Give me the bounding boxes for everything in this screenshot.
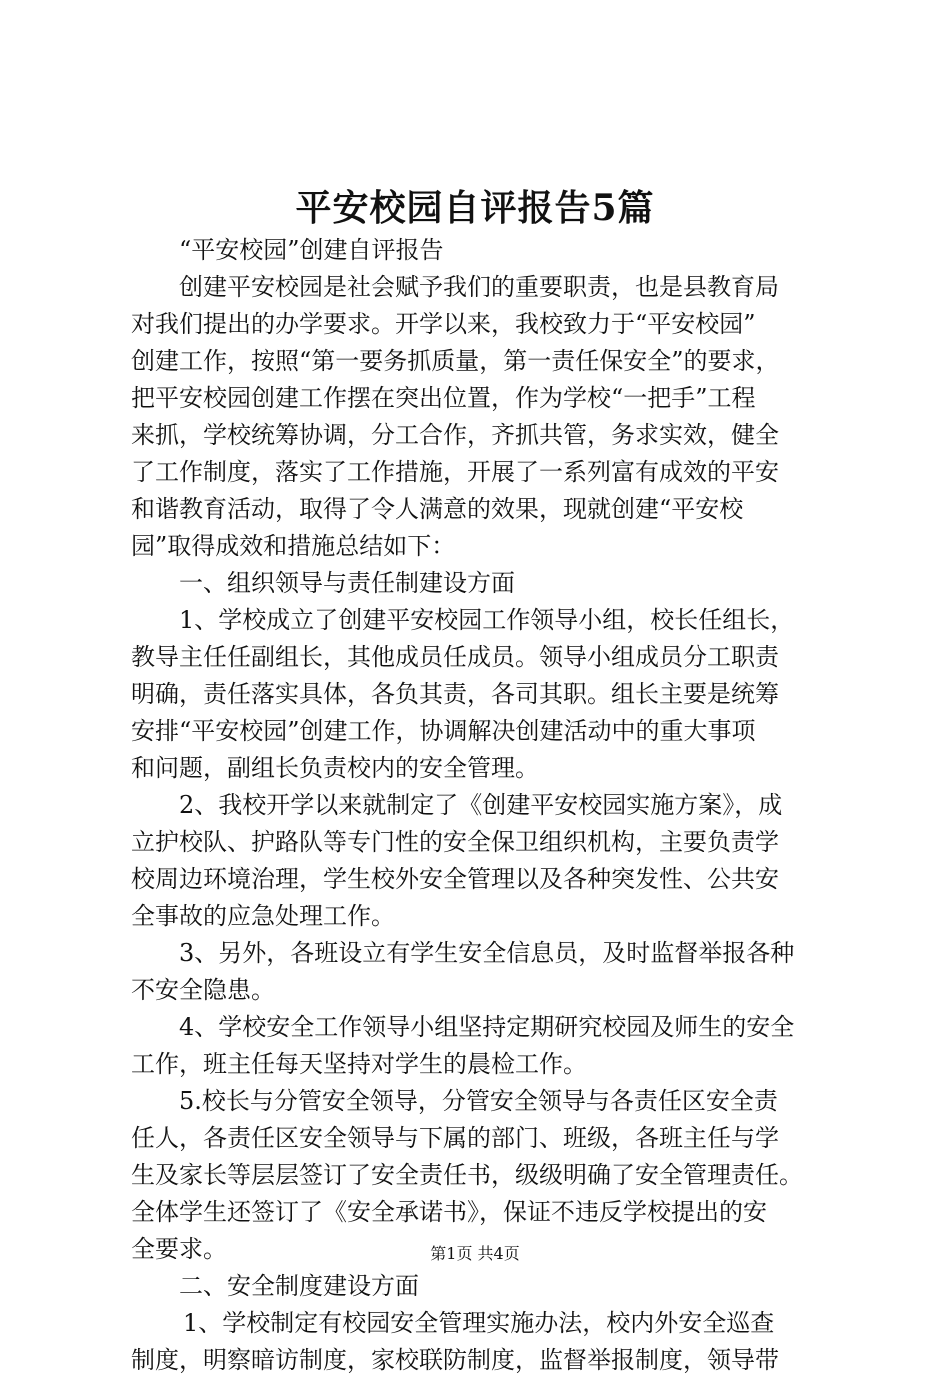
paragraph-line: 4、学校安全工作领导小组坚持定期研究校园及师生的安全 [179, 1013, 795, 1041]
paragraph-line: 1、学校制定有校园安全管理实施办法，校内外安全巡查 [183, 1309, 775, 1337]
paragraph-line: 教导主任任副组长，其他成员任成员。领导小组成员分工职责 [131, 643, 779, 671]
paragraph-line: 3、另外，各班设立有学生安全信息员，及时监督举报各种 [179, 939, 795, 967]
paragraph-line: 校周边环境治理，学生校外安全管理以及各种突发性、公共安 [131, 865, 779, 893]
section-heading: 一、组织领导与责任制建设方面 [179, 569, 515, 597]
paragraph-line: 不安全隐患。 [131, 976, 275, 1004]
paragraph-line: 工作，班主任每天坚持对学生的晨检工作。 [131, 1050, 587, 1078]
page-footer: 第1页 共4页 [430, 1244, 520, 1263]
section-heading: 二、安全制度建设方面 [179, 1272, 419, 1300]
paragraph-line: 2、我校开学以来就制定了《创建平安校园实施方案》，成 [179, 791, 783, 819]
paragraph-line: 制度，明察暗访制度，家校联防制度，监督举报制度，领导带 [131, 1346, 779, 1374]
paragraph-line: 来抓，学校统筹协调，分工合作，齐抓共管，务求实效，健全 [131, 421, 779, 449]
paragraph-line: 把平安校园创建工作摆在突出位置，作为学校“一把手”工程 [131, 384, 756, 412]
subtitle-line: “平安校园”创建自评报告 [179, 236, 444, 264]
paragraph-line: 任人，各责任区安全领导与下属的部门、班级，各班主任与学 [131, 1124, 779, 1152]
paragraph-line: 生及家长等层层签订了安全责任书，级级明确了安全管理责任。 [131, 1161, 803, 1189]
paragraph-line: 创建工作，按照“第一要务抓质量，第一责任保安全”的要求， [131, 347, 780, 375]
paragraph-line: 安排“平安校园”创建工作，协调解决创建活动中的重大事项 [131, 717, 756, 745]
paragraph-line: 创建平安校园是社会赋予我们的重要职责，也是县教育局 [179, 273, 779, 301]
paragraph-line: 全体学生还签订了《安全承诺书》，保证不违反学校提出的安 [131, 1198, 767, 1226]
paragraph-line: 5.校长与分管安全领导，分管安全领导与各责任区安全责 [179, 1087, 778, 1115]
paragraph-line: 1、学校成立了创建平安校园工作领导小组，校长任组长， [179, 606, 795, 634]
paragraph-line: 对我们提出的办学要求。开学以来，我校致力于“平安校园” [131, 310, 756, 338]
paragraph-line: 和问题，副组长负责校内的安全管理。 [131, 754, 539, 782]
paragraph-line: 全事故的应急处理工作。 [131, 902, 395, 930]
document-title: 平安校园自评报告5篇 [295, 187, 655, 229]
paragraph-line: 园”取得成效和措施总结如下： [131, 532, 456, 560]
document-body [131, 232, 851, 1379]
paragraph-line: 和谐教育活动，取得了令人满意的效果，现就创建“平安校 [131, 495, 744, 523]
paragraph-line: 明确，责任落实具体，各负其责，各司其职。组长主要是统筹 [131, 680, 779, 708]
paragraph-line: 全要求。 [131, 1235, 227, 1263]
paragraph-line: 立护校队、护路队等专门性的安全保卫组织机构，主要负责学 [131, 828, 779, 856]
paragraph-line: 了工作制度，落实了工作措施，开展了一系列富有成效的平安 [131, 458, 779, 486]
